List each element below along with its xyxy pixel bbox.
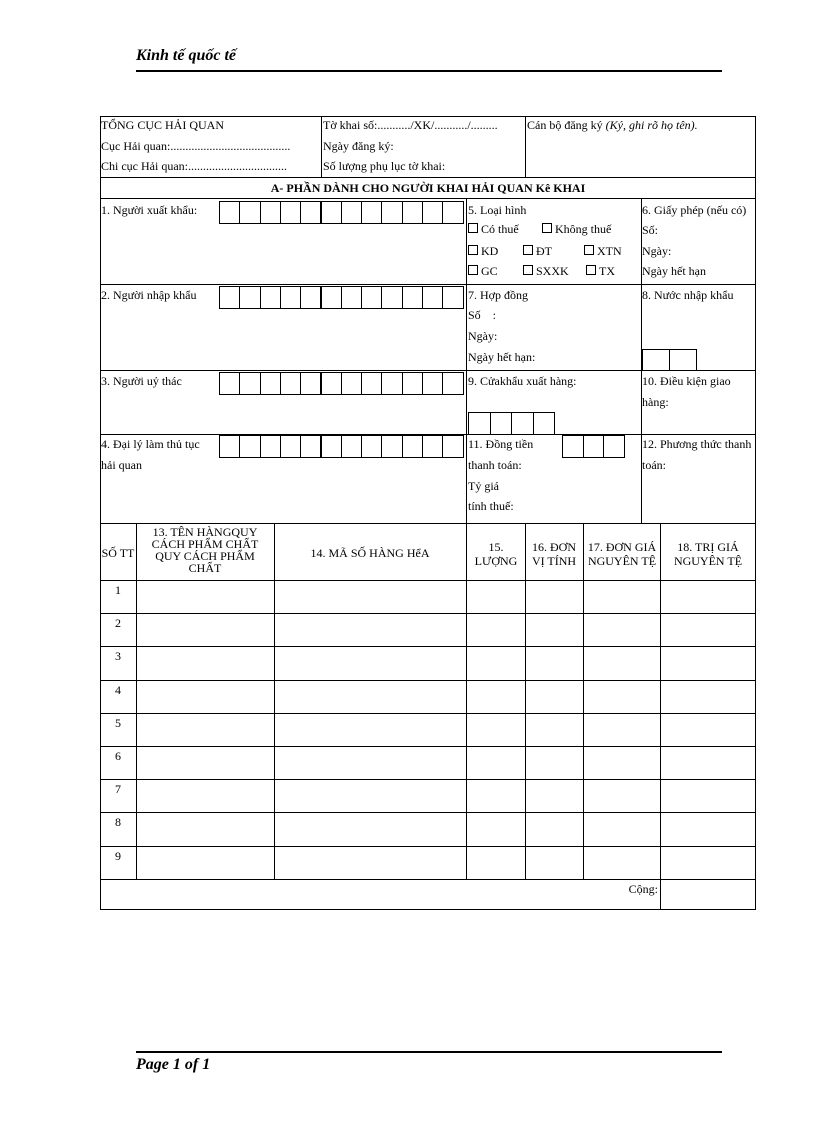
table-row-divider <box>100 746 756 747</box>
table-row-divider <box>100 713 756 714</box>
code-box[interactable] <box>442 372 463 395</box>
type-label: 5. Loại hình <box>468 203 527 217</box>
code-box[interactable] <box>321 435 342 458</box>
code-box[interactable] <box>280 201 301 224</box>
trustor-label: 3. Người uỷ thác <box>101 374 182 388</box>
table-row-divider <box>100 779 756 780</box>
code-box[interactable] <box>442 435 463 458</box>
code-box[interactable] <box>511 412 534 435</box>
code-box[interactable] <box>361 435 382 458</box>
code-box[interactable] <box>361 201 382 224</box>
code-box[interactable] <box>239 372 260 395</box>
contract-label: 7. Hợp đồng <box>468 288 529 302</box>
code-box[interactable] <box>239 201 260 224</box>
page-footer-number: Page 1 of 1 <box>136 1056 211 1073</box>
code-box[interactable] <box>442 201 463 224</box>
type-taxed-option[interactable]: Có thuế <box>468 222 519 236</box>
agent-code-boxes[interactable] <box>219 435 464 458</box>
payment-method-label: 12. Phương thức thanh <box>642 437 752 451</box>
code-box[interactable] <box>533 412 556 435</box>
code-box[interactable] <box>219 372 240 395</box>
table-row-number: 5 <box>115 716 121 730</box>
checkbox-icon <box>584 245 594 255</box>
code-box[interactable] <box>603 435 625 458</box>
permit-label: 6. Giấy phép (nếu có) <box>642 203 747 217</box>
exchange-rate-label-2: tính thuế: <box>468 499 514 513</box>
agent-label: 4. Đại lý làm thủ tục <box>101 437 200 451</box>
col-header-no: SỐ TT <box>101 546 135 560</box>
code-box[interactable] <box>300 286 321 309</box>
code-box[interactable] <box>442 286 463 309</box>
exporter-label: 1. Người xuất khẩu: <box>101 203 198 217</box>
currency-label: 11. Đồng tiền <box>468 437 534 451</box>
total-label: Cộng: <box>628 882 658 896</box>
code-box[interactable] <box>260 372 281 395</box>
code-box[interactable] <box>300 201 321 224</box>
delivery-terms-label-2: hàng: <box>642 395 669 409</box>
customs-subdept-field: Chi cục Hải quan:................................. <box>101 159 287 173</box>
code-box[interactable] <box>341 372 362 395</box>
code-box[interactable] <box>490 412 513 435</box>
table-row-number: 9 <box>115 849 121 863</box>
agency-label: TỔNG CỤC HẢI QUAN <box>101 118 224 132</box>
checkbox-icon <box>542 223 552 233</box>
checkbox-icon <box>468 265 478 275</box>
type-sxxk-option[interactable]: SXXK <box>523 264 569 278</box>
code-box[interactable] <box>402 435 423 458</box>
contract-expiry: Ngày hết hạn: <box>468 350 536 364</box>
importer-label: 2. Người nhập khẩu <box>101 288 197 302</box>
col-header-unit: 16. ĐƠN VỊ TÍNH <box>531 540 577 568</box>
exporter-code-boxes[interactable] <box>219 201 464 224</box>
table-row-number: 6 <box>115 749 121 763</box>
agent-label-2: hải quan <box>101 458 142 472</box>
code-box[interactable] <box>341 286 362 309</box>
code-box[interactable] <box>381 372 402 395</box>
col-header-description: 13. TÊN HÀNGQUY CÁCH PHẨM CHẤT QUY CÁCH PHẨM CHẤT <box>151 525 259 575</box>
table-row-divider <box>100 580 756 581</box>
table-row-number: 8 <box>115 815 121 829</box>
table-row-number: 2 <box>115 616 121 630</box>
code-box[interactable] <box>260 201 281 224</box>
type-gc-option[interactable]: GC <box>468 264 498 278</box>
col-header-value: 18. TRỊ GIÁ NGUYÊN TỆ <box>673 540 743 568</box>
code-box[interactable] <box>219 435 240 458</box>
permit-date: Ngày: <box>642 244 672 258</box>
code-box[interactable] <box>402 201 423 224</box>
code-box[interactable] <box>562 435 584 458</box>
export-port-code-boxes[interactable] <box>468 412 555 435</box>
code-box[interactable] <box>321 286 342 309</box>
code-box[interactable] <box>239 435 260 458</box>
declaration-number-field: Tờ khai số:.........../XK/.........../......... <box>323 118 498 132</box>
type-tx-option[interactable]: TX <box>586 264 615 278</box>
code-box[interactable] <box>280 372 301 395</box>
col-header-hs-code: 14. MÃ SỐ HÀNG HểA <box>310 546 430 560</box>
checkbox-icon <box>523 265 533 275</box>
type-dt-option[interactable]: ĐT <box>523 244 552 258</box>
page-header-title: Kinh tế quốc tế <box>136 47 237 64</box>
exchange-rate-label: Tỷ giá <box>468 479 499 493</box>
code-box[interactable] <box>239 286 260 309</box>
code-box[interactable] <box>361 286 382 309</box>
permit-number: Số: <box>642 223 659 237</box>
col-header-quantity: 15. LƯỢNG <box>474 540 518 568</box>
code-box[interactable] <box>422 372 443 395</box>
code-box[interactable] <box>260 286 281 309</box>
code-box[interactable] <box>219 286 240 309</box>
code-box[interactable] <box>300 435 321 458</box>
table-row-divider <box>100 680 756 681</box>
code-box[interactable] <box>402 372 423 395</box>
customs-dept-field: Cục Hải quan:........................................ <box>101 139 291 153</box>
import-country-label: 8. Nước nhập khẩu <box>642 288 734 302</box>
import-country-code-boxes[interactable] <box>642 349 697 371</box>
code-box[interactable] <box>321 201 342 224</box>
importer-code-boxes[interactable] <box>219 286 464 309</box>
type-kd-option[interactable]: KD <box>468 244 498 258</box>
code-box[interactable] <box>422 435 443 458</box>
code-box[interactable] <box>381 286 402 309</box>
checkbox-icon <box>468 245 478 255</box>
checkbox-icon <box>523 245 533 255</box>
col-header-unit-price: 17. ĐƠN GIÁ NGUYÊN TỆ <box>587 540 657 568</box>
currency-code-boxes[interactable] <box>562 435 625 458</box>
code-box[interactable] <box>669 349 697 371</box>
checkbox-icon <box>586 265 596 275</box>
table-row-number: 7 <box>115 782 121 796</box>
currency-label-2: thanh toán: <box>468 458 522 472</box>
permit-expiry: Ngày hết hạn <box>642 264 706 278</box>
registration-date-field: Ngày đăng ký: <box>323 139 394 153</box>
table-row-divider <box>100 846 756 847</box>
contract-number: Số : <box>468 308 497 322</box>
code-box[interactable] <box>341 435 362 458</box>
code-box[interactable] <box>642 349 670 371</box>
table-row-divider <box>100 646 756 647</box>
appendix-count-field: Số lượng phụ lục tờ khai: <box>323 159 446 173</box>
code-box[interactable] <box>422 201 443 224</box>
officer-field: Cán bộ đăng ký (Ký, ghi rõ họ tên). <box>527 118 698 132</box>
table-row-number: 3 <box>115 649 121 663</box>
code-box[interactable] <box>280 286 301 309</box>
table-row-divider <box>100 812 756 813</box>
code-box[interactable] <box>260 435 281 458</box>
code-box[interactable] <box>321 372 342 395</box>
code-box[interactable] <box>219 201 240 224</box>
code-box[interactable] <box>402 286 423 309</box>
table-row-number: 4 <box>115 683 121 697</box>
payment-method-label-2: toán: <box>642 458 666 472</box>
trustor-code-boxes[interactable] <box>219 372 464 395</box>
code-box[interactable] <box>381 435 402 458</box>
code-box[interactable] <box>422 286 443 309</box>
code-box[interactable] <box>583 435 605 458</box>
table-row-number: 1 <box>115 583 121 597</box>
code-box[interactable] <box>381 201 402 224</box>
type-xtn-option[interactable]: XTN <box>584 244 622 258</box>
code-box[interactable] <box>341 201 362 224</box>
table-row-divider <box>100 613 756 614</box>
code-box[interactable] <box>468 412 491 435</box>
code-box[interactable] <box>280 435 301 458</box>
contract-date: Ngày: <box>468 329 498 343</box>
type-untaxed-option[interactable]: Không thuế <box>542 222 611 236</box>
export-port-label: 9. Cửakhẩu xuất hàng: <box>468 374 577 388</box>
checkbox-icon <box>468 223 478 233</box>
delivery-terms-label: 10. Điều kiện giao <box>642 374 731 388</box>
code-box[interactable] <box>361 372 382 395</box>
section-a-title: A- PHẦN DÀNH CHO NGƯỜI KHAI HẢI QUAN Kê KHAI <box>270 181 586 195</box>
code-box[interactable] <box>300 372 321 395</box>
